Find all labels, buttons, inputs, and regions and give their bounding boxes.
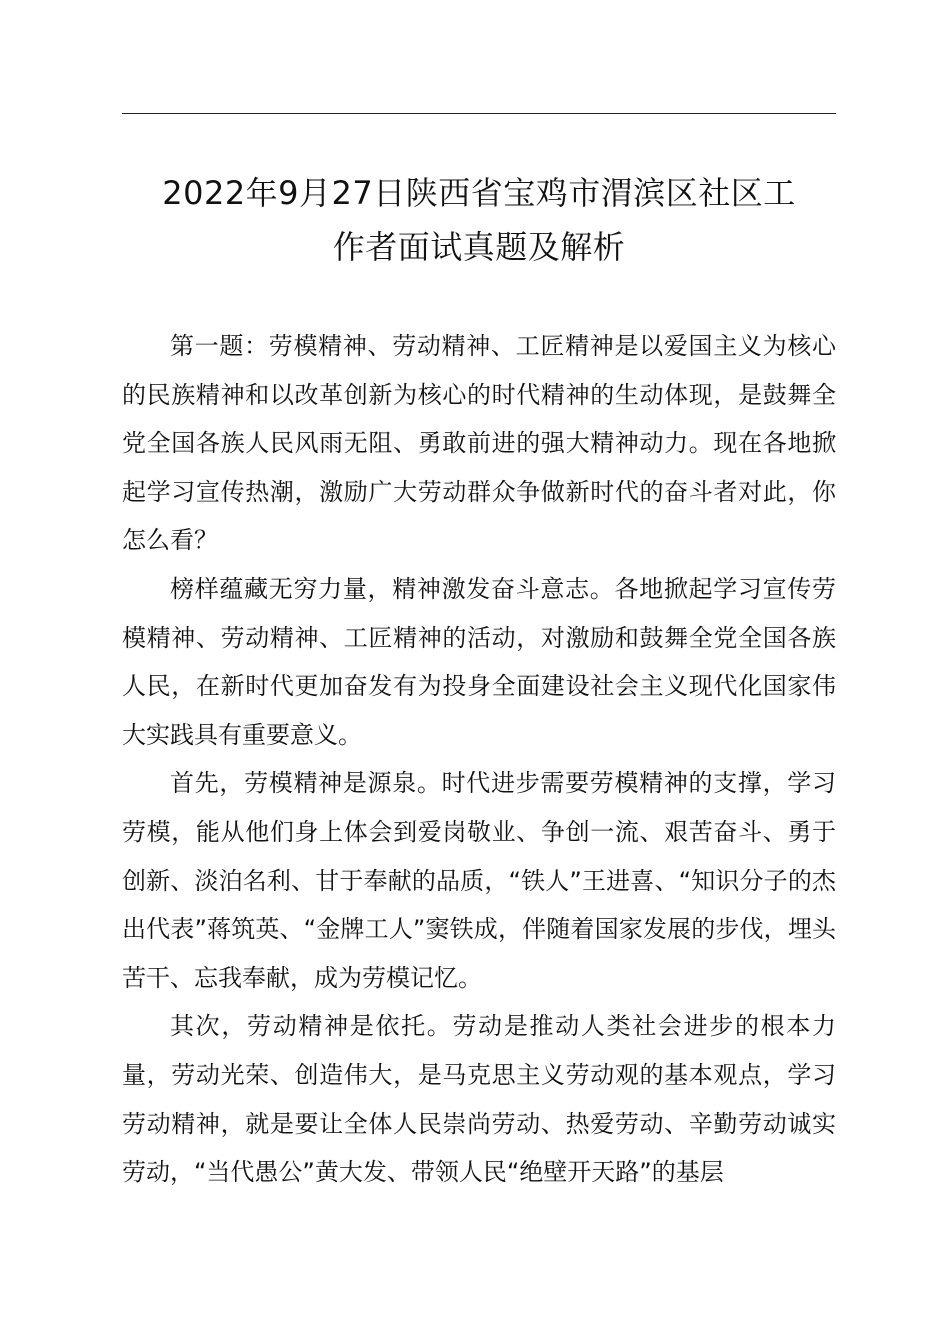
title-line-1: 2022年9月27日陕西省宝鸡市渭滨区社区工	[162, 174, 796, 212]
paragraph-question-1: 第一题：劳模精神、劳动精神、工匠精神是以爱国主义为核心的民族精神和以改革创新为核心的时代精神的生动体现，是鼓舞全党全国各族人民风雨无阻、勇敢前进的强大精神动力。现在各地掀起学习宣传热潮，激励广大劳动群众争做新时代的奋斗者对此，你怎么看？	[122, 332, 836, 555]
paragraph-answer-intro: 榜样蕴藏无穷力量，精神激发奋斗意志。各地掀起学习宣传劳模精神、劳动精神、工匠精神的活动，对激励和鼓舞全党全国各族人民，在新时代更加奋发有为投身全面建设社会主义现代化国家伟大实践具有重要意义。	[122, 574, 836, 749]
document-title	[122, 166, 836, 274]
paragraph-point-2: 其次，劳动精神是依托。劳动是推动人类社会进步的根本力量，劳动光荣、创造伟大，是马克思主义劳动观的基本观点，学习劳动精神，就是要让全体人民崇尚劳动、热爱劳动、辛勤劳动诚实劳动，“当代愚公”黄大发、带领人民“绝壁开天路”的基层	[122, 1012, 836, 1187]
title-line-2: 作者面试真题及解析	[332, 228, 626, 266]
header-rule	[122, 113, 836, 114]
paragraph-point-1: 首先，劳模精神是源泉。时代进步需要劳模精神的支撑，学习劳模，能从他们身上体会到爱岗敬业、争创一流、艰苦奋斗、勇于创新、淡泊名利、甘于奉献的品质，“铁人”王进喜、“知识分子的杰出代表”蒋筑英、“金牌工人”窦铁成，伴随着国家发展的步伐，埋头苦干、忘我奉献，成为劳模记忆。	[122, 769, 836, 992]
document-body	[122, 322, 836, 1197]
